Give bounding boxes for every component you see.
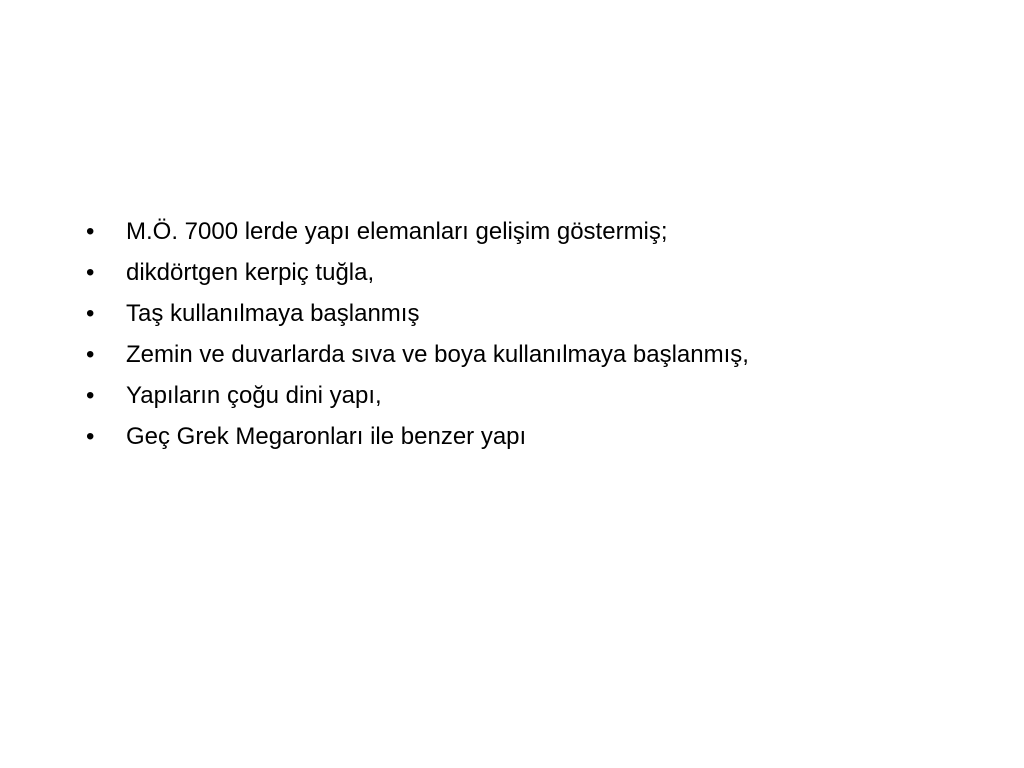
list-item	[86, 423, 749, 464]
list-item	[86, 259, 749, 300]
bullet-icon: •	[86, 218, 95, 245]
bullet-icon: •	[86, 382, 95, 409]
bullet-icon: •	[86, 423, 95, 450]
list-item	[86, 382, 749, 423]
bullet-icon: •	[86, 300, 95, 327]
list-item-text: Yapıların çoğu dini yapı,	[126, 382, 382, 409]
bullet-icon: •	[86, 259, 95, 286]
list-item-text: M.Ö. 7000 lerde yapı elemanları gelişim göstermiş;	[126, 218, 668, 245]
list-item	[86, 218, 749, 259]
bullet-list	[86, 218, 749, 464]
list-item-text: Zemin ve duvarlarda sıva ve boya kullanılmaya başlanmış,	[126, 341, 749, 368]
bullet-icon: •	[86, 341, 95, 368]
list-item-text: Geç Grek Megaronları ile benzer yapı	[126, 423, 527, 450]
list-item	[86, 341, 749, 382]
list-item	[86, 300, 749, 341]
list-item-text: dikdörtgen kerpiç tuğla,	[126, 259, 375, 286]
list-item-text: Taş kullanılmaya başlanmış	[126, 300, 420, 327]
